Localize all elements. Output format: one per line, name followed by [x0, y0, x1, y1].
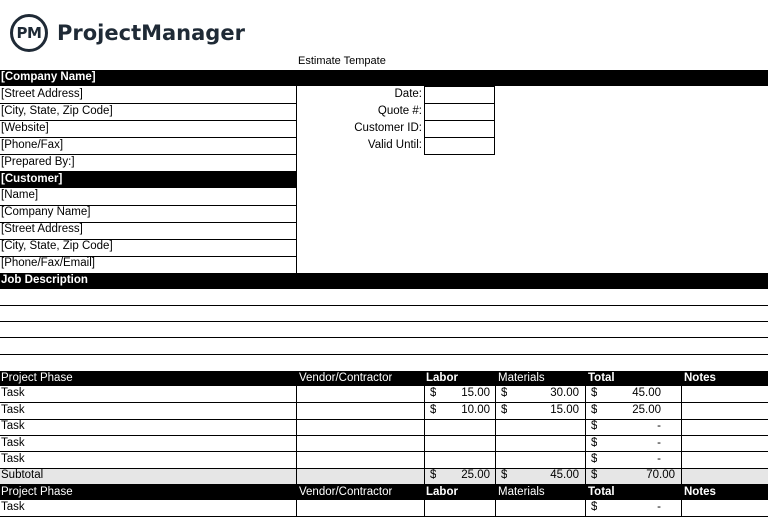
document-title: Estimate Tempate — [298, 55, 386, 67]
currency-symbol: $ — [501, 404, 508, 416]
subtotal-labor-value: 25.00 — [461, 469, 490, 481]
customer-id-value-cell[interactable] — [424, 121, 494, 138]
company-phone-field[interactable]: [Phone/Fax] — [1, 139, 64, 151]
currency-symbol: $ — [591, 420, 598, 432]
valid-until-value-cell[interactable] — [424, 138, 494, 155]
task-name-cell[interactable]: Task — [1, 404, 25, 416]
grid-line — [0, 321, 768, 322]
grid-line — [424, 386, 425, 485]
subtotal-materials-value: 45.00 — [550, 469, 579, 481]
currency-symbol: $ — [591, 387, 598, 399]
notes-header: Notes — [684, 372, 716, 384]
grid-line — [681, 386, 682, 485]
currency-symbol: $ — [430, 469, 437, 481]
currency-symbol: $ — [591, 453, 598, 465]
job-description-area[interactable] — [0, 289, 768, 369]
grid-line — [0, 256, 296, 257]
total-value-cell: 25.00 — [632, 404, 661, 416]
grid-line — [296, 86, 297, 273]
date-label: Date: — [394, 88, 422, 100]
task-name-cell[interactable]: Task — [1, 501, 25, 513]
currency-symbol: $ — [430, 387, 437, 399]
job-description-band — [0, 273, 768, 289]
grid-line — [0, 222, 296, 223]
materials-value-cell[interactable]: 30.00 — [550, 387, 579, 399]
customer-company-field[interactable]: [Company Name] — [1, 206, 91, 218]
grid-line — [0, 337, 768, 338]
subtotal-total-value: 70.00 — [646, 469, 675, 481]
currency-symbol: $ — [591, 404, 598, 416]
grid-line — [495, 500, 496, 517]
grid-line — [681, 500, 682, 517]
vendor-header: Vendor/Contractor — [299, 486, 393, 498]
grid-line — [424, 500, 425, 517]
total-value-cell: - — [657, 453, 661, 465]
grid-line — [0, 468, 768, 469]
vendor-header: Vendor/Contractor — [299, 372, 393, 384]
grid-line — [585, 386, 586, 485]
total-header: Total — [588, 372, 615, 384]
grid-line — [0, 451, 768, 452]
company-website-field[interactable]: [Website] — [1, 122, 49, 134]
grid-line — [424, 137, 495, 138]
grid-line — [0, 305, 768, 306]
customer-id-label: Customer ID: — [354, 122, 422, 134]
labor-header: Labor — [426, 486, 458, 498]
quote-number-label: Quote #: — [377, 105, 422, 117]
grid-line — [0, 402, 768, 403]
grid-line — [0, 103, 296, 104]
grid-line — [495, 386, 496, 485]
phase2-header-band — [0, 485, 768, 500]
currency-symbol: $ — [501, 469, 508, 481]
project-phase-header: Project Phase — [1, 372, 73, 384]
currency-symbol: $ — [591, 501, 598, 513]
materials-value-cell[interactable]: 15.00 — [550, 404, 579, 416]
labor-header: Labor — [426, 372, 458, 384]
date-value-cell[interactable] — [424, 87, 494, 104]
grid-line — [0, 435, 768, 436]
grid-line — [424, 86, 495, 87]
currency-symbol: $ — [591, 437, 598, 449]
total-value-cell: - — [657, 420, 661, 432]
total-value-cell: - — [657, 501, 661, 513]
total-value-cell: 45.00 — [632, 387, 661, 399]
task-name-cell[interactable]: Task — [1, 437, 25, 449]
grid-line — [424, 154, 495, 155]
company-header-band — [0, 70, 768, 86]
brand-name: ProjectManager — [57, 21, 245, 45]
currency-symbol: $ — [501, 387, 508, 399]
customer-header[interactable]: [Customer] — [1, 173, 63, 185]
quote-number-value-cell[interactable] — [424, 104, 494, 121]
customer-city-field[interactable]: [City, State, Zip Code] — [1, 240, 113, 252]
task-name-cell[interactable]: Task — [1, 453, 25, 465]
task-name-cell[interactable]: Task — [1, 420, 25, 432]
grid-line — [424, 120, 495, 121]
total-value-cell: - — [657, 437, 661, 449]
valid-until-label: Valid Until: — [367, 139, 422, 151]
materials-header: Materials — [498, 372, 545, 384]
project-phase-header: Project Phase — [1, 486, 73, 498]
grid-line — [0, 239, 296, 240]
grid-line — [494, 86, 495, 155]
company-name-header[interactable]: [Company Name] — [1, 71, 96, 83]
pm-logo-icon: PM — [10, 14, 48, 52]
grid-line — [296, 500, 297, 517]
prepared-by-field[interactable]: [Prepared By:] — [1, 156, 75, 168]
grid-line — [585, 500, 586, 517]
labor-value-cell[interactable]: 15.00 — [461, 387, 490, 399]
materials-header: Materials — [498, 486, 545, 498]
subtotal-label: Subtotal — [1, 469, 44, 481]
task-name-cell[interactable]: Task — [1, 387, 25, 399]
currency-symbol: $ — [430, 404, 437, 416]
grid-line — [0, 419, 768, 420]
grid-line — [0, 120, 296, 121]
company-street-field[interactable]: [Street Address] — [1, 88, 83, 100]
notes-header: Notes — [684, 486, 716, 498]
customer-street-field[interactable]: [Street Address] — [1, 223, 83, 235]
grid-line — [0, 354, 768, 355]
grid-line — [0, 154, 296, 155]
customer-header-band — [0, 172, 296, 188]
grid-line — [0, 137, 296, 138]
company-city-field[interactable]: [City, State, Zip Code] — [1, 105, 113, 117]
grid-line — [424, 103, 495, 104]
grid-line — [296, 386, 297, 485]
grid-line — [0, 171, 296, 172]
job-description-header: Job Description — [1, 274, 88, 286]
currency-symbol: $ — [591, 469, 598, 481]
customer-phone-field[interactable]: [Phone/Fax/Email] — [1, 257, 95, 269]
grid-line — [424, 86, 425, 155]
grid-line — [0, 484, 768, 485]
customer-name-field[interactable]: [Name] — [1, 189, 39, 201]
phase1-header-band — [0, 371, 768, 386]
labor-value-cell[interactable]: 10.00 — [461, 404, 490, 416]
total-header: Total — [588, 486, 615, 498]
grid-line — [0, 205, 296, 206]
